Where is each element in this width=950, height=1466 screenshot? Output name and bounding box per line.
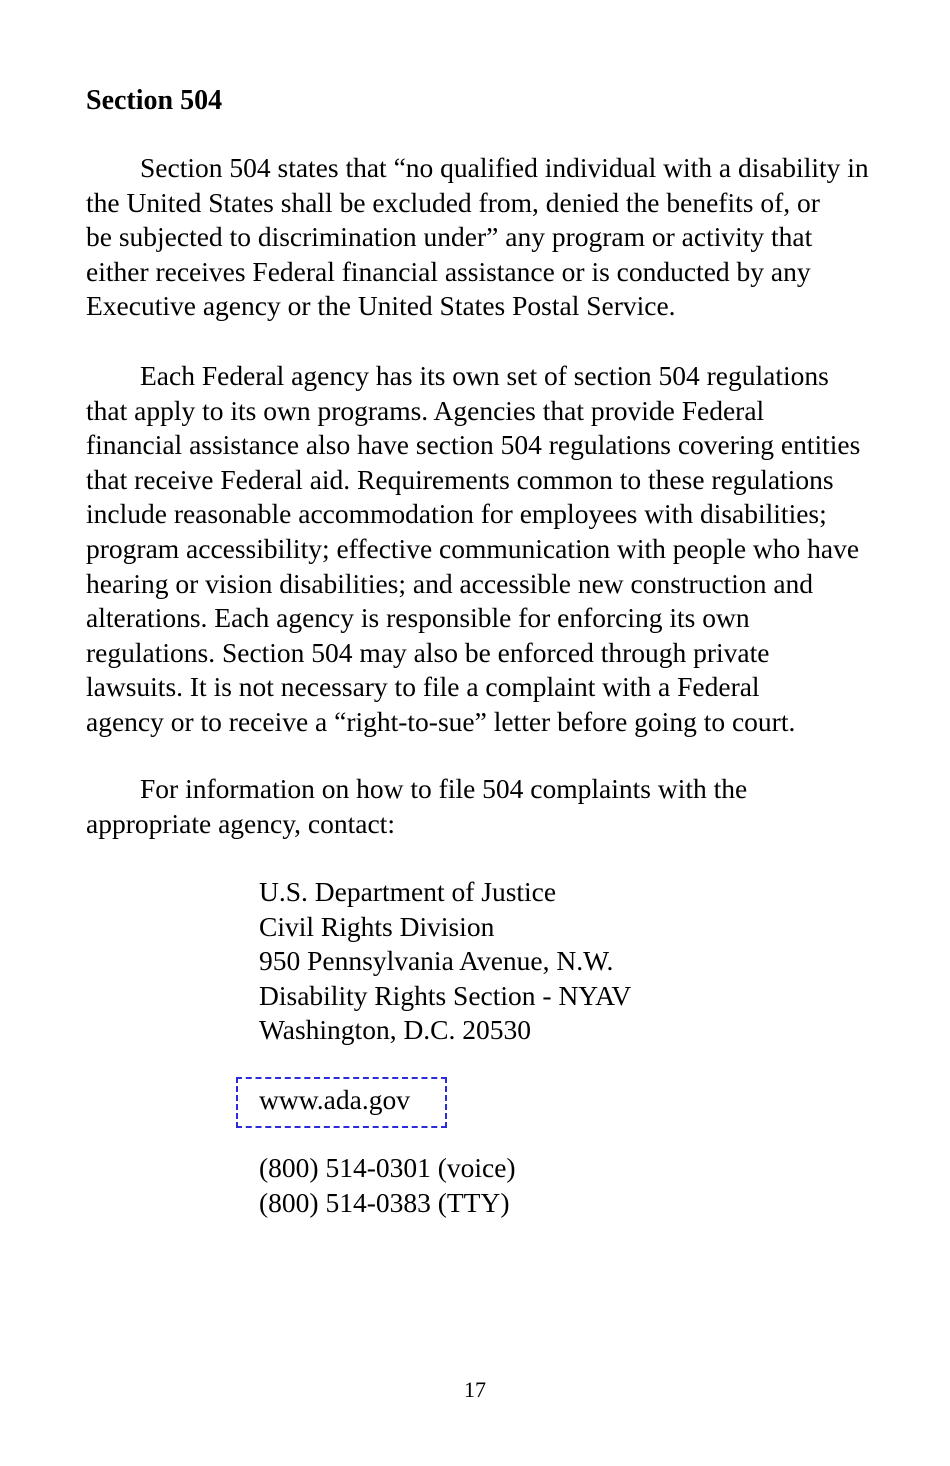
address-line: 950 Pennsylvania Avenue, N.W.: [259, 945, 614, 977]
paragraph-line: regulations. Section 504 may also be enforced through private: [86, 636, 770, 668]
address-line: Civil Rights Division: [259, 910, 495, 942]
paragraph-agency-regulations: [86, 359, 886, 740]
phone-voice: (800) 514-0301 (voice): [259, 1152, 516, 1183]
paragraph-line: alterations. Each agency is responsible for enforcing its own: [86, 602, 750, 634]
contact-address: [259, 875, 631, 1048]
paragraph-line: Each Federal agency has its own set of section 504 regulations: [140, 360, 829, 391]
address-line: Washington, D.C. 20530: [259, 1014, 532, 1046]
paragraph-line: be subjected to discrimination under” any program or activity that: [86, 221, 813, 253]
paragraph-section-504-definition: [86, 151, 886, 324]
paragraph-line: financial assistance also have section 504 regulations covering entities: [86, 429, 861, 461]
paragraph-line: For information on how to file 504 complaints with the: [140, 773, 748, 804]
paragraph-line: agency or to receive a “right-to-sue” letter before going to court.: [86, 705, 796, 737]
paragraph-line: the United States shall be excluded from, denied the benefits of, or: [86, 186, 820, 218]
paragraph-line: that receive Federal aid. Requirements common to these regulations: [86, 463, 834, 495]
paragraph-contact-intro: [86, 772, 886, 841]
paragraph-line: appropriate agency, contact:: [86, 807, 395, 839]
website-link[interactable]: www.ada.gov: [259, 1084, 410, 1115]
paragraph-line: lawsuits. It is not necessary to file a complaint with a Federal: [86, 671, 760, 703]
paragraph-line: either receives Federal financial assistance or is conducted by any: [86, 255, 811, 287]
paragraph-line: Section 504 states that “no qualified individual with a disability in: [140, 152, 869, 183]
address-line: U.S. Department of Justice: [259, 876, 557, 907]
paragraph-line: program accessibility; effective communication with people who have: [86, 532, 860, 564]
section-heading: Section 504: [86, 85, 223, 116]
phone-tty: (800) 514-0383 (TTY): [259, 1186, 510, 1218]
contact-phones: [259, 1151, 516, 1220]
paragraph-line: include reasonable accommodation for employees with disabilities;: [86, 498, 827, 530]
paragraph-line: hearing or vision disabilities; and accessible new construction and: [86, 567, 814, 599]
address-line: Disability Rights Section - NYAV: [259, 979, 632, 1011]
paragraph-line: Executive agency or the United States Postal Service.: [86, 290, 676, 322]
paragraph-line: that apply to its own programs. Agencies that provide Federal: [86, 394, 765, 426]
page-number: 17: [464, 1377, 486, 1402]
